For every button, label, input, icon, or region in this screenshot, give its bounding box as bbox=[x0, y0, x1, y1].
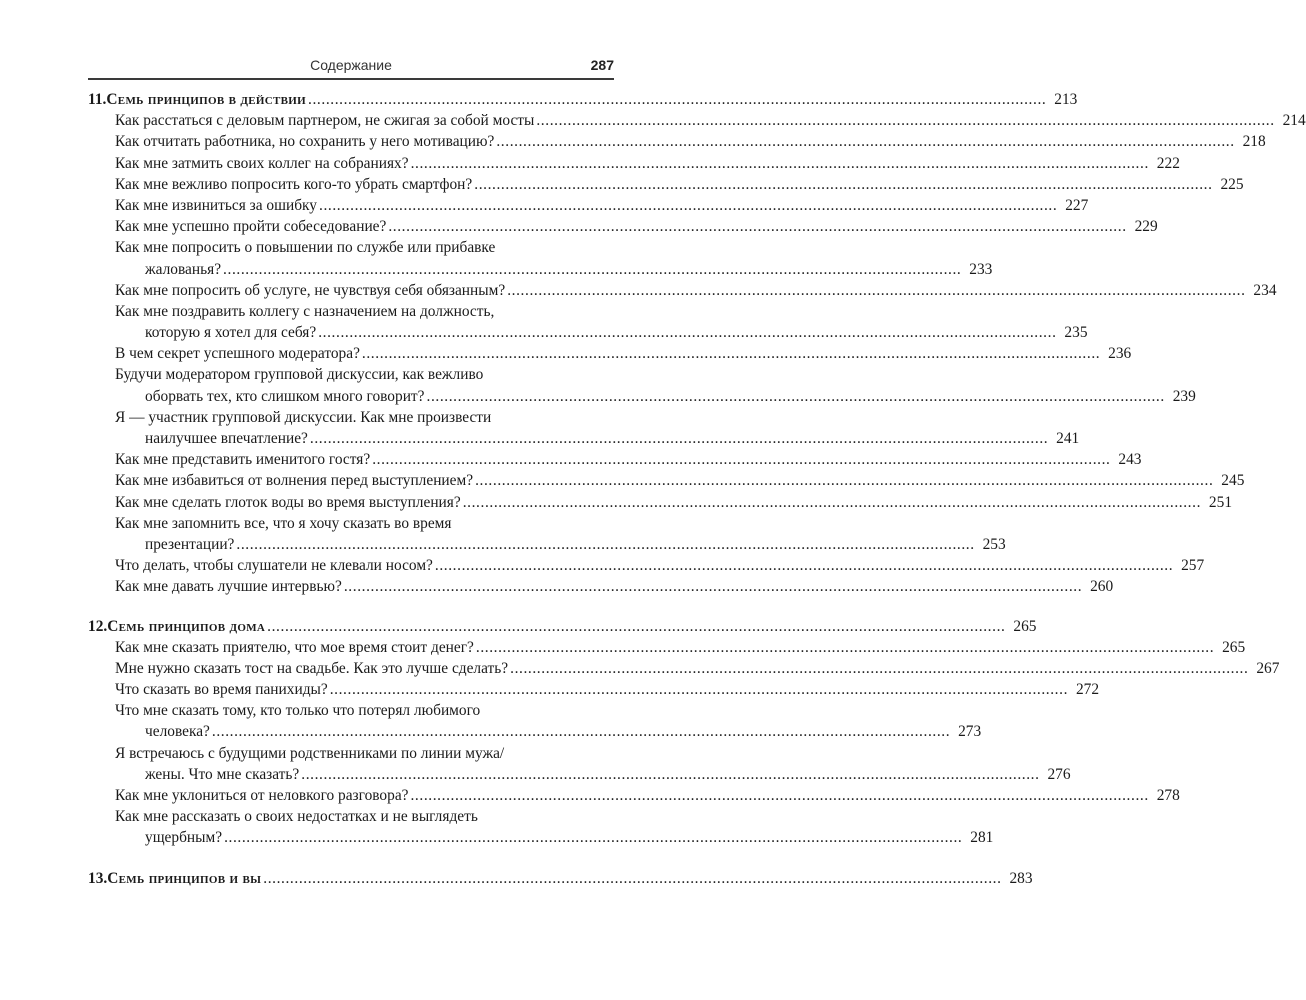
entry-title: Как мне рассказать о своих недостатках и не выглядеть bbox=[115, 808, 478, 826]
entry-title: оборвать тех, кто слишком много говорит? bbox=[145, 387, 425, 405]
entry-title: Как мне затмить своих коллег на собраниях? bbox=[115, 154, 409, 172]
dot-leader: ...................................................................................................................................................................... bbox=[475, 472, 1214, 490]
toc-entry bbox=[88, 153, 1180, 174]
entry-page: 235 bbox=[1064, 324, 1088, 342]
entry-page: 278 bbox=[1156, 787, 1180, 804]
entry-page: 276 bbox=[1047, 765, 1071, 783]
dot-leader: ...................................................................................................................................................................... bbox=[361, 345, 1101, 363]
dot-leader: ...................................................................................................................................................................... bbox=[372, 451, 1111, 469]
entry-title: Как мне сказать приятелю, что мое время стоит денег? bbox=[115, 638, 474, 656]
toc-entry bbox=[88, 513, 614, 534]
toc-entry bbox=[88, 785, 1180, 806]
dot-leader: ...................................................................................................................................................................... bbox=[475, 638, 1215, 656]
entry-page: 243 bbox=[1118, 451, 1142, 469]
entry-page: 214 bbox=[1282, 112, 1306, 130]
toc-entry bbox=[88, 555, 1205, 576]
dot-leader: ...................................................................................................................................................................... bbox=[211, 723, 951, 741]
dot-leader: ...................................................................................................................................................................... bbox=[263, 869, 1002, 887]
dot-leader: ...................................................................................................................................................................... bbox=[301, 765, 1040, 783]
entry-page: 272 bbox=[1075, 681, 1100, 699]
dot-leader: ...................................................................................................................................................................... bbox=[223, 260, 962, 278]
toc-entry bbox=[88, 449, 1142, 470]
section-title: Семь принципов дома bbox=[107, 617, 266, 635]
entry-page: 229 bbox=[1134, 218, 1158, 236]
section-page: 213 bbox=[1054, 91, 1078, 108]
toc-entry bbox=[88, 343, 1132, 364]
section-heading bbox=[88, 616, 1037, 637]
page-number: 287 bbox=[590, 57, 614, 73]
entry-page: 218 bbox=[1242, 133, 1266, 151]
section-heading bbox=[88, 89, 1078, 110]
section-title: Семь принципов и вы bbox=[107, 869, 262, 887]
dot-leader: ...................................................................................................................................................................... bbox=[507, 281, 1246, 299]
dot-leader: ...................................................................................................................................................................... bbox=[434, 557, 1174, 575]
dot-leader: ...................................................................................................................................................................... bbox=[224, 829, 963, 847]
toc-entry bbox=[88, 301, 614, 322]
entry-page: 234 bbox=[1253, 281, 1277, 299]
toc-entry bbox=[88, 407, 614, 428]
entry-title: Как мне попросить о повышении по службе или прибавке bbox=[115, 239, 496, 257]
toc-entry bbox=[88, 679, 1100, 700]
dot-leader: ...................................................................................................................................................................... bbox=[410, 154, 1149, 172]
toc-entry-continuation bbox=[88, 386, 1196, 407]
dot-leader: ...................................................................................................................................................................... bbox=[474, 175, 1213, 193]
toc-entry-continuation bbox=[88, 428, 1080, 449]
dot-leader: ...................................................................................................................................................................... bbox=[388, 218, 1127, 236]
entry-title: Что сказать во время панихиды? bbox=[115, 681, 328, 699]
entry-page: 253 bbox=[982, 535, 1006, 553]
table-of-contents bbox=[88, 89, 1306, 889]
dot-leader: ...................................................................................................................................................................... bbox=[426, 387, 1165, 405]
dot-leader: ...................................................................................................................................................................... bbox=[410, 787, 1149, 804]
entry-title: Как мне представить именитого гостя? bbox=[115, 451, 371, 469]
entry-title: Как мне успешно пройти собеседование? bbox=[115, 218, 387, 236]
toc-entry bbox=[88, 576, 1114, 597]
entry-page: 273 bbox=[958, 723, 982, 741]
entry-title: человека? bbox=[145, 723, 210, 741]
entry-title: Как мне извиниться за ошибку bbox=[115, 196, 317, 214]
toc-entry bbox=[88, 637, 1246, 658]
entry-title: Как мне избавиться от волнения перед выступлением? bbox=[115, 472, 474, 490]
dot-leader: ...................................................................................................................................................................... bbox=[462, 493, 1202, 511]
toc-entry-continuation bbox=[88, 721, 982, 742]
entry-page: 245 bbox=[1221, 472, 1245, 490]
toc-entry-continuation bbox=[88, 534, 1006, 555]
entry-page: 257 bbox=[1181, 557, 1205, 575]
entry-page: 281 bbox=[970, 829, 994, 847]
entry-title: Как мне уклониться от неловкого разговора? bbox=[115, 787, 409, 804]
entry-title: презентации? bbox=[145, 535, 235, 553]
toc-entry-continuation bbox=[88, 259, 993, 280]
toc-entry bbox=[88, 131, 1266, 152]
toc-entry bbox=[88, 492, 1233, 513]
entry-title: Как мне запомнить все, что я хочу сказать во время bbox=[115, 514, 452, 532]
toc-entry bbox=[88, 743, 614, 764]
dot-leader: ...................................................................................................................................................................... bbox=[510, 659, 1249, 677]
entry-title: Будучи модератором групповой дискуссии, как вежливо bbox=[115, 366, 484, 384]
entry-page: 267 bbox=[1256, 659, 1280, 677]
entry-title: жалованья? bbox=[145, 260, 222, 278]
entry-page: 239 bbox=[1172, 387, 1196, 405]
dot-leader: ...................................................................................................................................................................... bbox=[308, 91, 1047, 108]
toc-entry-continuation bbox=[88, 764, 1071, 785]
entry-page: 236 bbox=[1108, 345, 1132, 363]
section-heading bbox=[88, 868, 1033, 889]
toc-entry-continuation bbox=[88, 322, 1088, 343]
page-header bbox=[88, 57, 614, 77]
entry-title: Как мне попросить об услуге, не чувствуя себя обязанным? bbox=[115, 281, 506, 299]
toc-entry bbox=[88, 216, 1158, 237]
toc-entry-continuation bbox=[88, 827, 994, 848]
entry-title: Я встречаюсь с будущими родственниками по линии мужа/ bbox=[115, 744, 505, 762]
toc-entry bbox=[88, 195, 1089, 216]
dot-leader: ...................................................................................................................................................................... bbox=[309, 430, 1049, 447]
entry-title: Как отчитать работника, но сохранить у него мотивацию? bbox=[115, 133, 495, 151]
entry-page: 225 bbox=[1220, 175, 1244, 193]
section-page: 283 bbox=[1009, 869, 1033, 887]
dot-leader: ...................................................................................................................................................................... bbox=[236, 535, 975, 553]
entry-title: Как мне давать лучшие интервью? bbox=[115, 578, 342, 596]
entry-title: Как мне вежливо попросить кого-то убрать смартфон? bbox=[115, 175, 473, 193]
section-number: 12. bbox=[88, 617, 108, 635]
entry-title: наилучшее впечатление? bbox=[145, 430, 308, 447]
dot-leader: ...................................................................................................................................................................... bbox=[319, 196, 1058, 214]
dot-leader: ...................................................................................................................................................................... bbox=[318, 324, 1057, 342]
section-gap bbox=[88, 849, 614, 868]
dot-leader: ...................................................................................................................................................................... bbox=[267, 617, 1006, 635]
toc-entry bbox=[88, 364, 614, 385]
entry-page: 222 bbox=[1156, 154, 1180, 172]
toc-entry bbox=[88, 658, 1280, 679]
section-page: 265 bbox=[1013, 617, 1037, 635]
section-gap bbox=[88, 598, 614, 616]
dot-leader: ...................................................................................................................................................................... bbox=[329, 681, 1069, 699]
entry-title: Как мне поздравить коллегу с назначением на должность, bbox=[115, 302, 495, 320]
entry-title: Что мне сказать тому, кто только что потерял любимого bbox=[115, 702, 481, 720]
entry-title: Мне нужно сказать тост на свадьбе. Как это лучше сделать? bbox=[115, 659, 509, 677]
dot-leader: ...................................................................................................................................................................... bbox=[343, 578, 1083, 596]
toc-entry bbox=[88, 700, 614, 721]
running-title: Содержание bbox=[310, 57, 392, 73]
dot-leader: ...................................................................................................................................................................... bbox=[536, 112, 1275, 130]
entry-title: В чем секрет успешного модератора? bbox=[115, 345, 360, 363]
toc-entry bbox=[88, 806, 614, 827]
entry-title: ущербным? bbox=[145, 829, 223, 847]
entry-title: Как расстаться с деловым партнером, не сжигая за собой мосты bbox=[115, 112, 535, 130]
toc-entry bbox=[88, 174, 1244, 195]
section-title: Семь принципов в действии bbox=[106, 91, 307, 108]
dot-leader: ...................................................................................................................................................................... bbox=[496, 133, 1235, 151]
entry-title: Я — участник групповой дискуссии. Как мне произвести bbox=[115, 408, 492, 426]
toc-entry bbox=[88, 470, 1245, 491]
entry-title: Что делать, чтобы слушатели не клевали носом? bbox=[115, 557, 433, 575]
entry-page: 241 bbox=[1056, 430, 1080, 447]
entry-title: которую я хотел для себя? bbox=[145, 324, 317, 342]
header-rule bbox=[88, 78, 614, 80]
entry-title: Как мне сделать глоток воды во время выступления? bbox=[115, 493, 461, 511]
toc-entry bbox=[88, 280, 1277, 301]
entry-page: 227 bbox=[1065, 196, 1089, 214]
section-number: 11. bbox=[88, 91, 107, 108]
section-number: 13. bbox=[88, 869, 108, 887]
entry-page: 233 bbox=[969, 260, 993, 278]
toc-entry bbox=[88, 110, 1306, 131]
toc-entry bbox=[88, 237, 614, 258]
entry-page: 260 bbox=[1090, 578, 1114, 596]
entry-title: жены. Что мне сказать? bbox=[145, 765, 300, 783]
entry-page: 265 bbox=[1222, 638, 1246, 656]
entry-page: 251 bbox=[1208, 493, 1233, 511]
